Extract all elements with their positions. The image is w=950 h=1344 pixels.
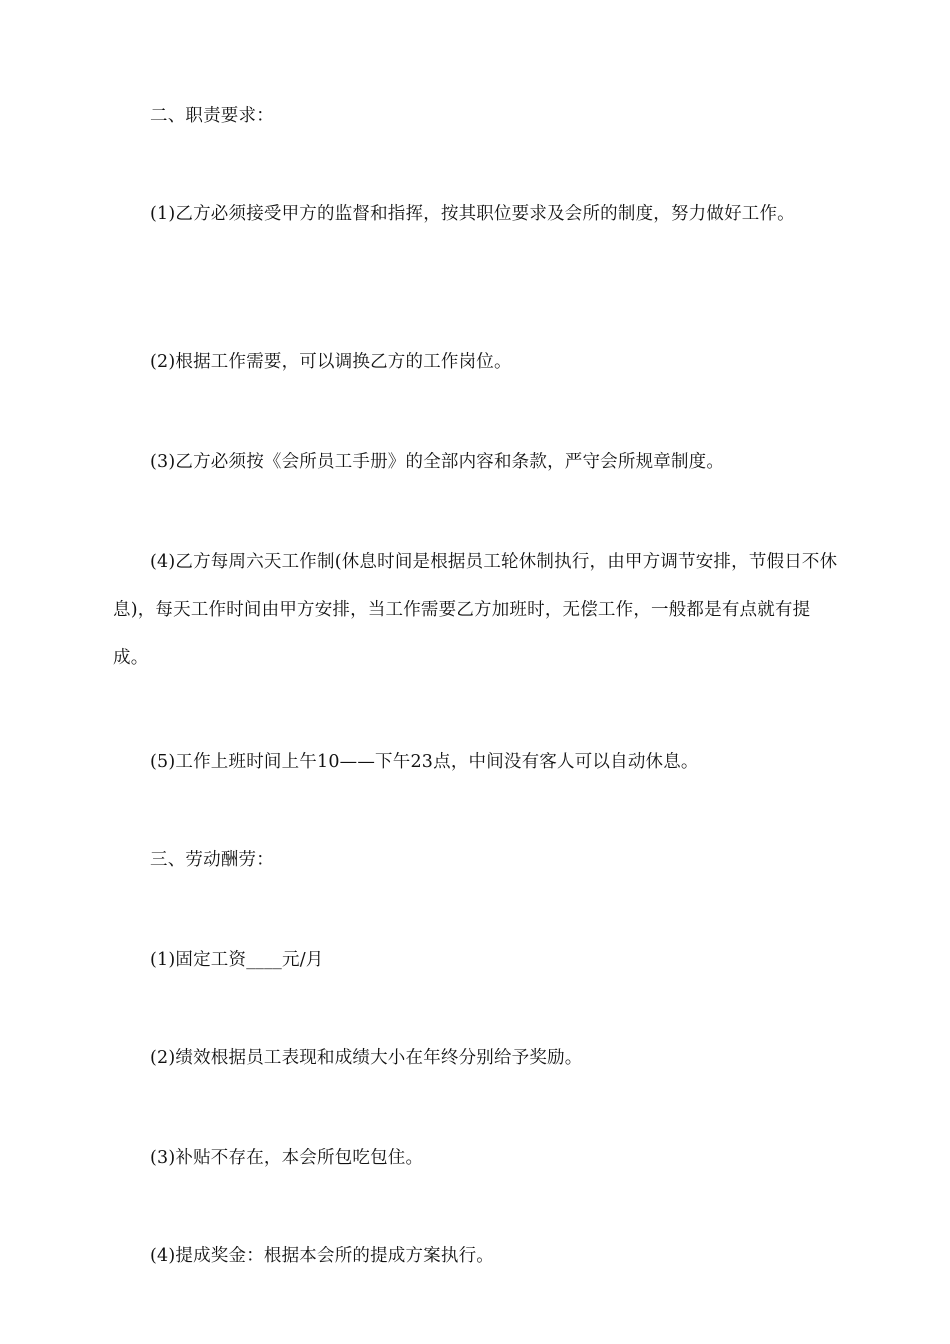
paragraph-duty-4: (4)乙方每周六天工作制(休息时间是根据员工轮休制执行，由甲方调节安排，节假日不休息)，每天工作时间由甲方安排，当工作需要乙方加班时，无偿工作，一般都是有点就有提成。 — [113, 552, 838, 668]
paragraph-duty-5: (5)工作上班时间上午10——下午23点，中间没有客人可以自动休息。 — [150, 752, 699, 772]
paragraph-pay-1: (1)固定工资____元/月 — [150, 950, 324, 970]
paragraph-duty-3: (3)乙方必须按《会所员工手册》的全部内容和条款，严守会所规章制度。 — [150, 452, 725, 472]
paragraph-duty-2: (2)根据工作需要，可以调换乙方的工作岗位。 — [150, 352, 512, 372]
paragraph-pay-3: (3)补贴不存在，本会所包吃包住。 — [150, 1148, 424, 1168]
paragraph-pay-4: (4)提成奖金：根据本会所的提成方案执行。 — [150, 1246, 494, 1266]
paragraph-pay-2: (2)绩效根据员工表现和成绩大小在年终分别给予奖励。 — [150, 1048, 583, 1068]
section-heading-duties: 二、职责要求： — [150, 106, 274, 126]
section-heading-pay: 三、劳动酬劳： — [150, 850, 274, 870]
paragraph-duty-1: (1)乙方必须接受甲方的监督和指挥，按其职位要求及会所的制度，努力做好工作。 — [150, 204, 795, 224]
